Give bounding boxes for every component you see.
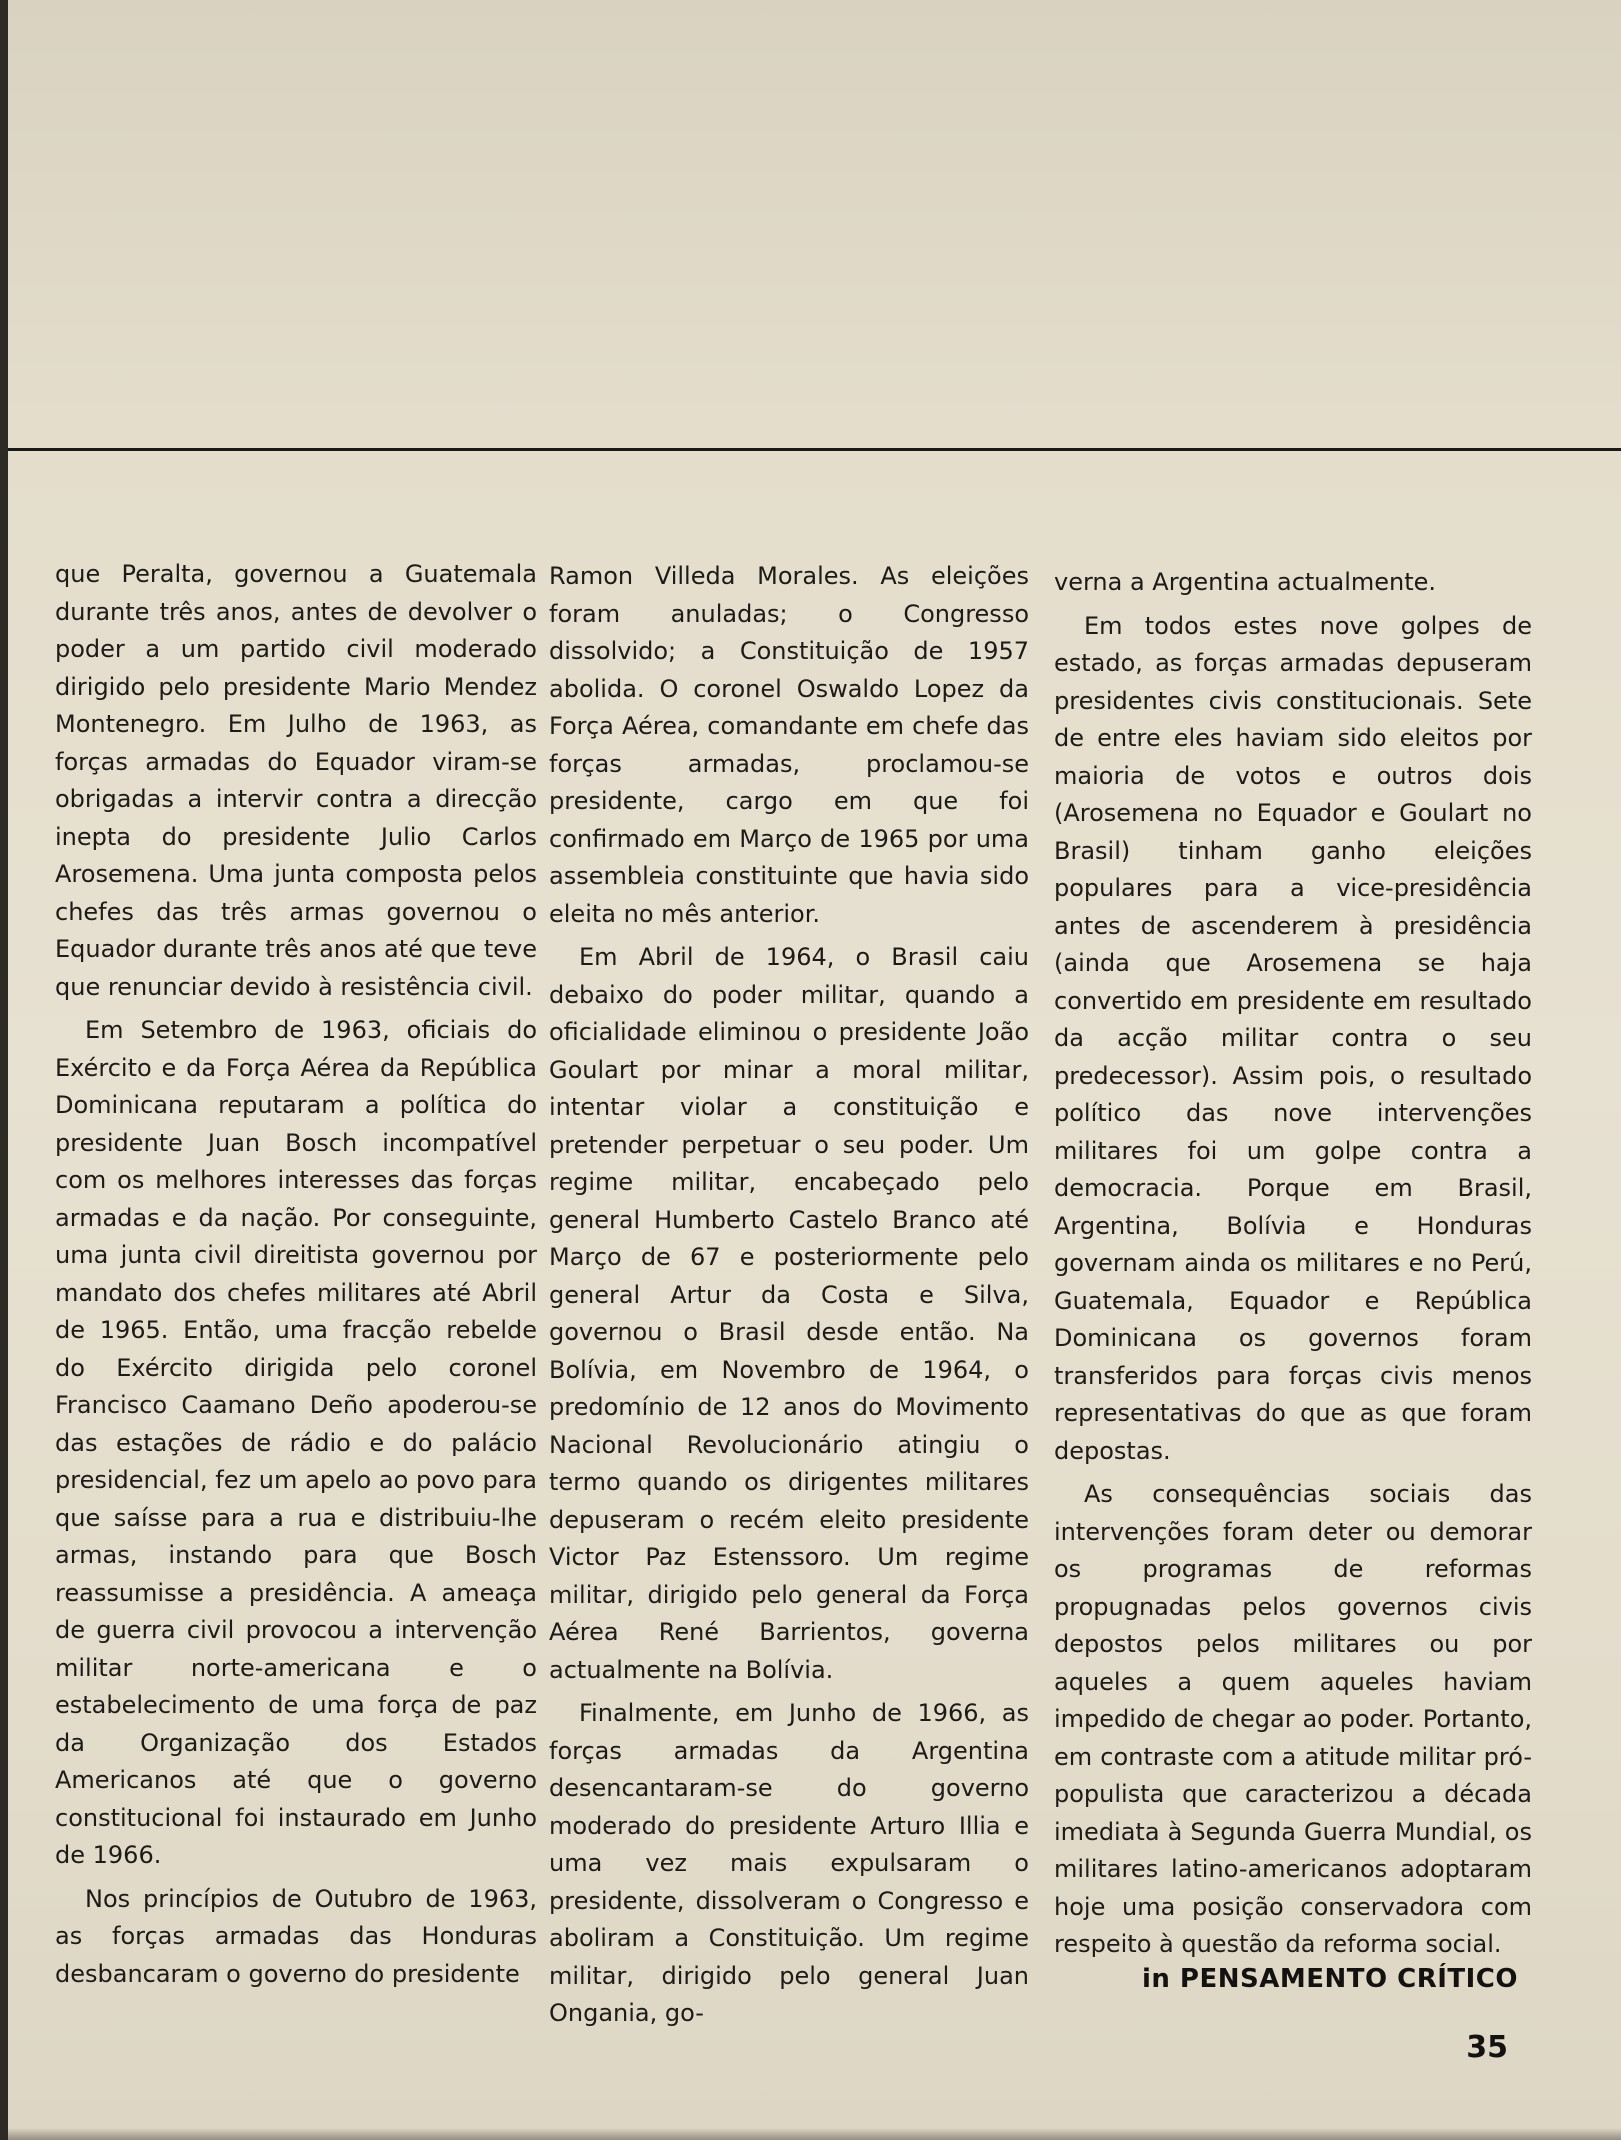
paragraph: Em todos estes nove golpes de estado, as forças armadas depuseram presidentes civis constitucionais. Sete de entre eles haviam sido eleitos por maioria de votos e outros dois (Arosemena no Equador e Goulart no Brasil) tinham ganho eleições populares para a vice-presidência antes de ascenderem à presidência (ainda que Arosemena se haja convertido em presidente em resultado da acção militar contra o seu predecessor). Assim pois, o resultado político das nove intervenções militares foi um golpe contra a democracia. Porque em Brasil, Argentina, Bolívia e Honduras governam ainda os militares e no Perú, Guatemala, Equador e República Dominicana os governos foram transferidos para forças civis menos representativas do que as que foram depostas. — [1054, 611, 1532, 1465]
paragraph: As consequências sociais das intervenções foram deter ou demorar os programas de reformas propugnadas pelos governos civis depostos pelos militares ou por aqueles a quem aqueles haviam impedido de chegar ao poder. Portanto, em contraste com a atitude militar pró-populista que caracterizou a década imediata à Segunda Guerra Mundial, os militares latino-americanos adoptaram hoje uma posição conservadora com respeito à questão da reforma social. — [1054, 1480, 1532, 1958]
bottom-edge-shadow — [8, 2128, 1621, 2140]
paragraph: Finalmente, em Junho de 1966, as forças armadas da Argentina desencantaram-se do governo moderado do presidente Arturo Illia e uma vez mais expulsaram o presidente, dissolveram o Congresso e aboliram a Constituição. Um regime militar, dirigido pelo general Juan Ongania, go- — [549, 1699, 1029, 2027]
magazine-page — [8, 0, 1621, 2140]
source-credit: in PENSAMENTO CRÍTICO — [1141, 1964, 1518, 1994]
text-column-3 — [1054, 564, 1532, 1970]
paragraph: Em Abril de 1964, o Brasil caiu debaixo do poder militar, quando a oficialidade eliminou o presidente João Goulart por minar a moral militar, intentar violar a constituição e pretender perpetuar o seu poder. Um regime militar, encabeçado pelo general Humberto Castelo Branco até Março de 67 e posteriormente pelo general Artur da Costa e Silva, governou o Brasil desde então. Na Bolívia, em Novembro de 1964, o predomínio de 12 anos do Movimento Nacional Revolucionário atingiu o termo quando os dirigentes militares depuseram o recém eleito presidente Victor Paz Estenssoro. Um regime militar, dirigido pelo general da Força Aérea René Barrientos, governa actualmente na Bolívia. — [549, 943, 1029, 1684]
paragraph: que Peralta, governou a Guatemala durante três anos, antes de devolver o poder a um partido civil moderado dirigido pelo presidente Mario Mendez Montenegro. Em Julho de 1963, as forças armadas do Equador viram-se obrigadas a intervir contra a direcção inepta do presidente Julio Carlos Arosemena. Uma junta composta pelos chefes das três armas governou o Equador durante três anos até que teve que renunciar devido à resistência civil. — [55, 560, 537, 1001]
text-column-2 — [549, 558, 1029, 2039]
paragraph: verna a Argentina actualmente. — [1054, 568, 1437, 596]
show-through-ink — [178, 150, 1578, 470]
paragraph: Nos princípios de Outubro de 1963, as forças armadas das Honduras desbancaram o governo do presidente — [55, 1884, 537, 1988]
paragraph: Em Setembro de 1963, oficiais do Exército e da Força Aérea da República Dominicana reputaram a política do presidente Juan Bosch incompatível com os melhores interesses das forças armadas e da nação. Por conseguinte, uma junta civil direitista governou por mandato dos chefes militares até Abril de 1965. Então, uma fracção rebelde do Exército dirigida pelo coronel Francisco Caamano Deño apoderou-se das estações de rádio e do palácio presidencial, fez um apelo ao povo para que saísse para a rua e distribuiu-lhe armas, instando para que Bosch reassumisse a presidência. A ameaça de guerra civil provocou a intervenção militar norte-americana e o estabelecimento de uma força de paz da Organização dos Estados Americanos até que o governo constitucional foi instaurado em Junho de 1966. — [55, 1016, 537, 1869]
header-rule — [8, 448, 1621, 451]
page-edge-shadow — [0, 0, 8, 2140]
paragraph: Ramon Villeda Morales. As eleições foram anuladas; o Congresso dissolvido; a Constituição de 1957 abolida. O coronel Oswaldo Lopez da Força Aérea, comandante em chefe das forças armadas, proclamou-se presidente, cargo em que foi confirmado em Março de 1965 por uma assembleia constituinte que havia sido eleita no mês anterior. — [549, 562, 1029, 928]
text-column-1 — [55, 556, 537, 1999]
page-number: 35 — [1466, 2030, 1508, 2065]
